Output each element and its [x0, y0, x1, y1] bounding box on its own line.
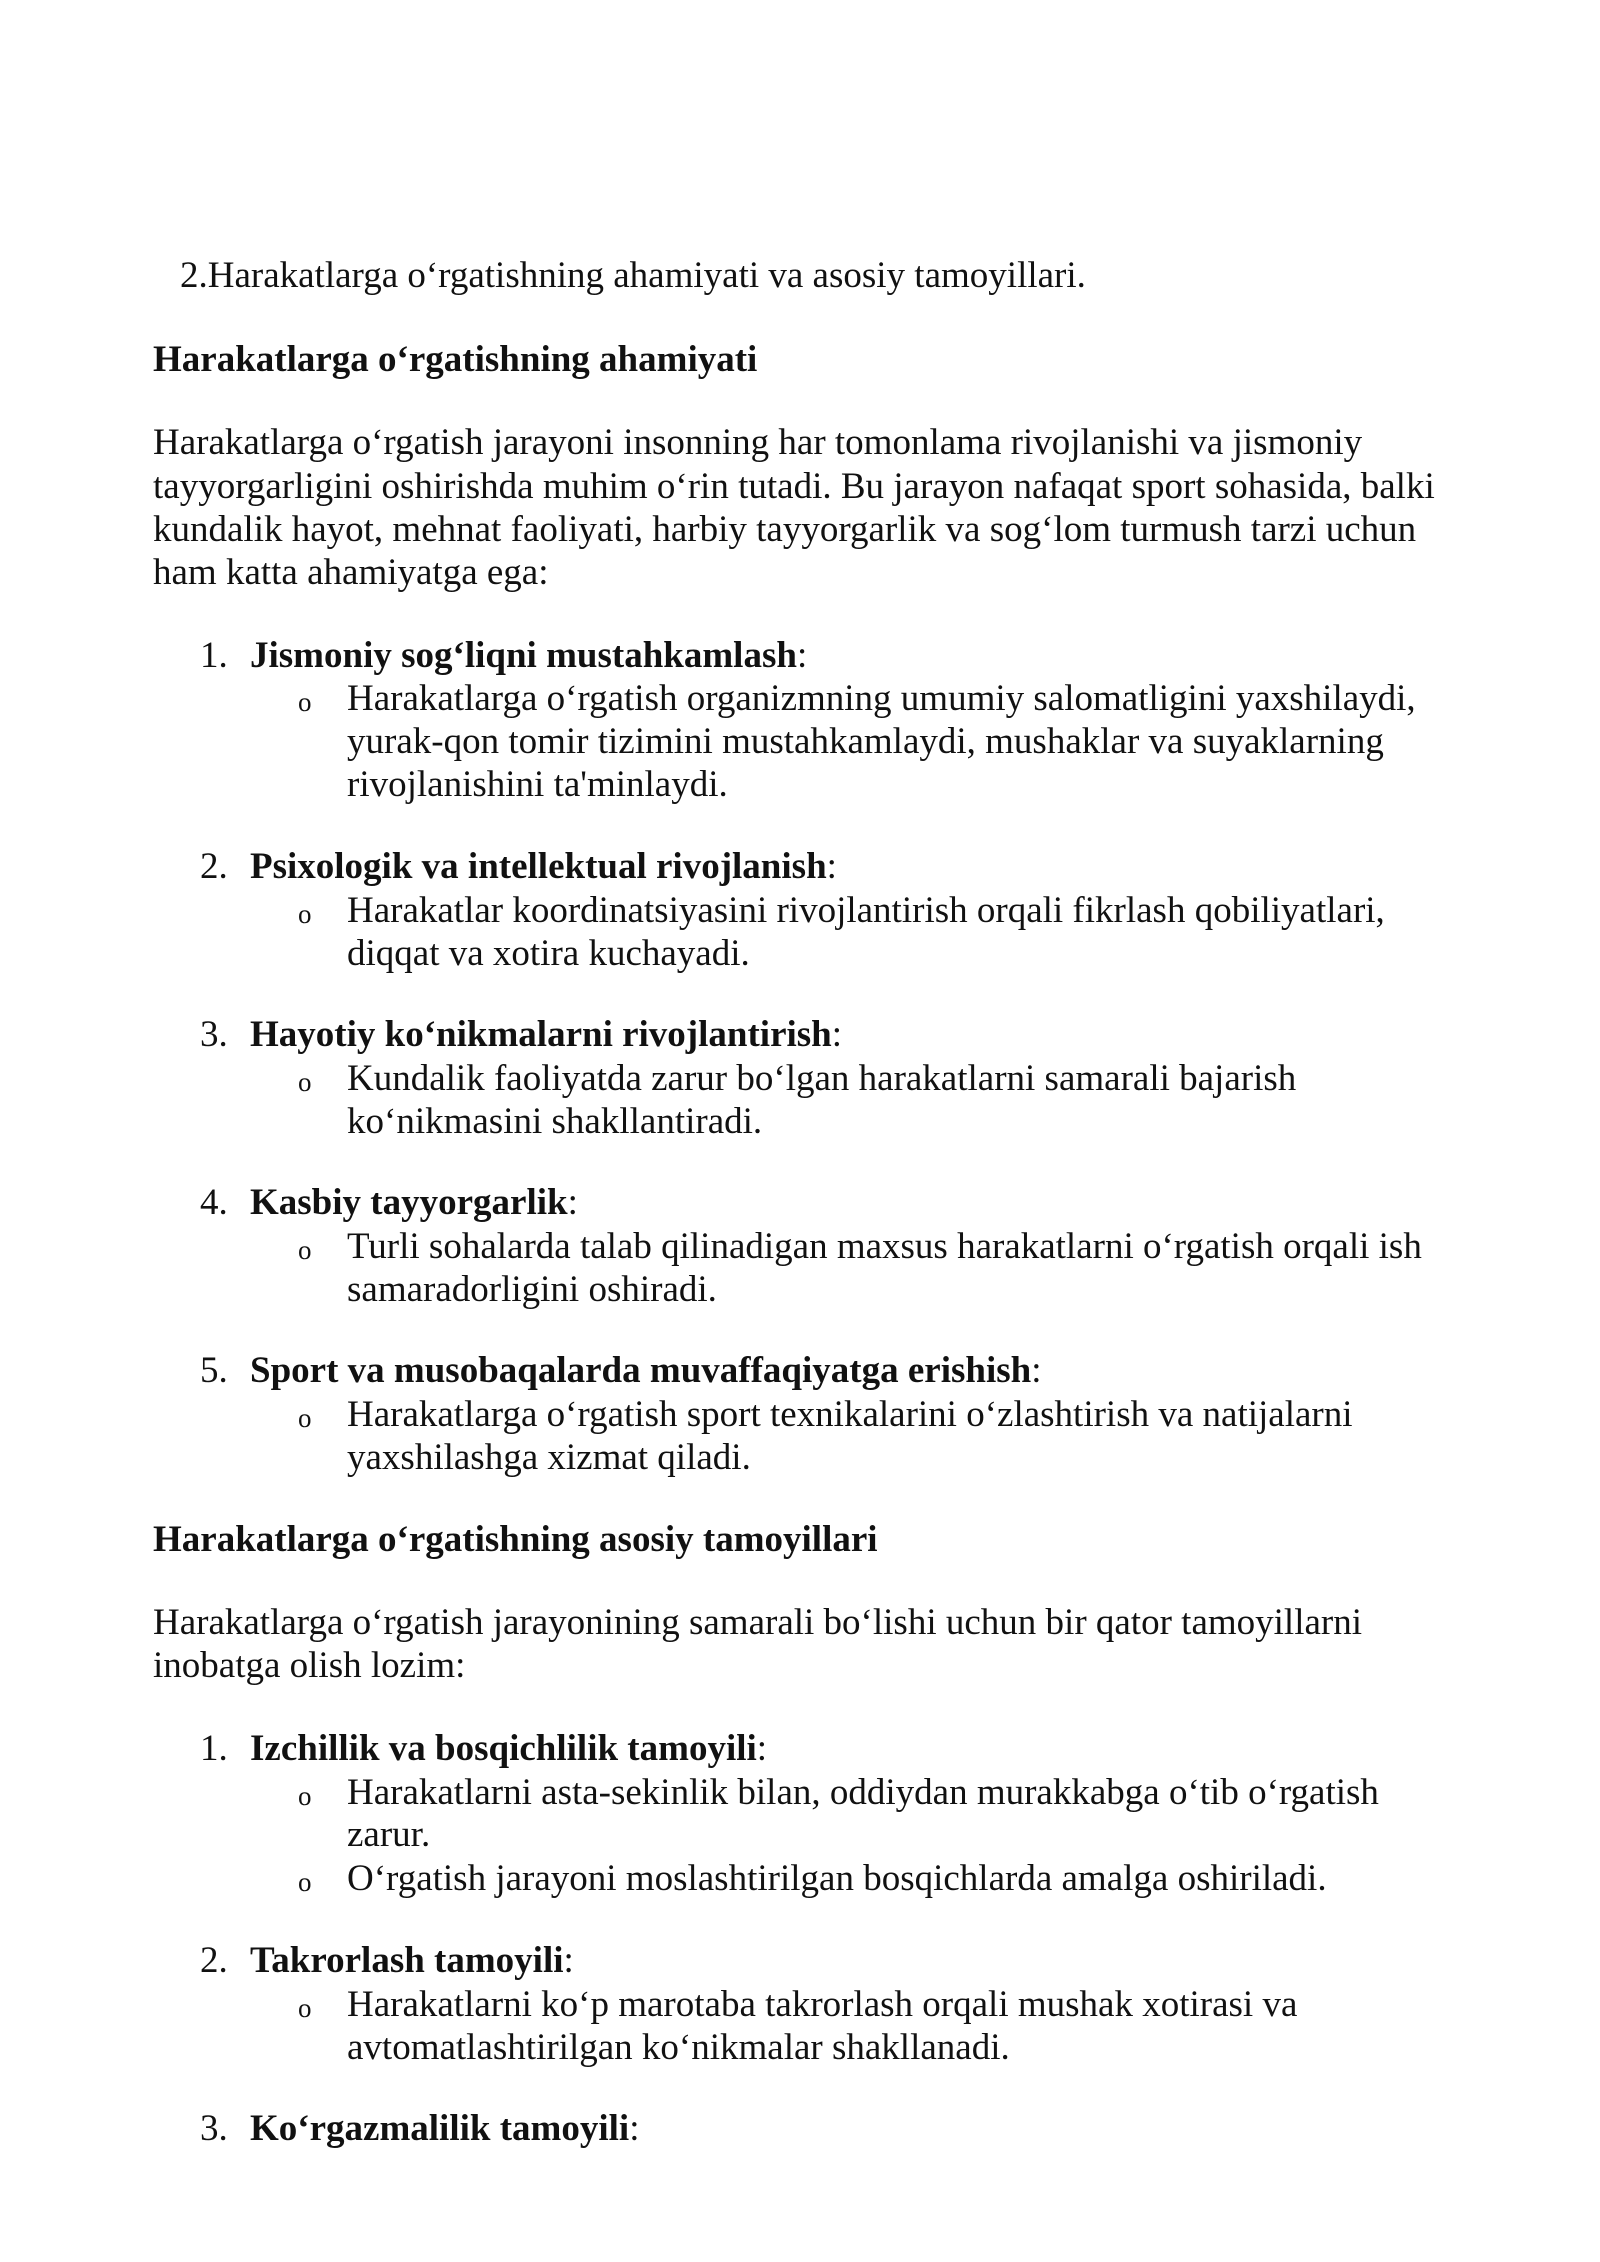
list-item-title: [250, 1349, 1042, 1393]
paragraph-line: inobatga olish lozim:: [153, 1645, 466, 1686]
bullet-text: rivojlanishini ta'minlaydi.: [347, 764, 728, 805]
list-number: 5.: [200, 1350, 228, 1391]
bullet-text: Harakatlarga o‘rgatish organizmning umumiy salomatligini yaxshilaydi,: [347, 678, 1416, 719]
bullet-text: samaradorligini oshiradi.: [347, 1269, 717, 1310]
list-item-title: [250, 634, 807, 678]
bullet-text: Harakatlarni ko‘p marotaba takrorlash orqali mushak xotirasi va: [347, 1984, 1298, 2025]
list-item-colon: :: [629, 2108, 640, 2149]
bullet-marker: o: [298, 1781, 312, 1811]
paragraph-line: tayyorgarligini oshirishda muhim o‘rin tutadi. Bu jarayon nafaqat sport sohasida, balki: [153, 466, 1435, 507]
list-item-colon: :: [831, 1014, 843, 1055]
list-number: 1.: [200, 1728, 228, 1769]
list-item-title-text: Kasbiy tayyorgarlik: [250, 1182, 568, 1223]
bullet-text: O‘rgatish jarayoni moslashtirilgan bosqichlarda amalga oshiriladi.: [347, 1858, 1327, 1899]
bullet-text: avtomatlashtirilgan ko‘nikmalar shakllanadi.: [347, 2027, 1010, 2068]
list-item-colon: :: [1031, 1350, 1042, 1391]
bullet-marker: o: [298, 1993, 312, 2023]
list-item-title-text: Ko‘rgazmalilik tamoyili: [250, 2108, 630, 2149]
list-number: 2.: [200, 846, 228, 887]
list-item-title: [250, 1939, 574, 1983]
bullet-text: ko‘nikmasini shakllantiradi.: [347, 1101, 763, 1142]
bullet-marker: o: [298, 1235, 312, 1265]
list-number: 2.: [200, 1940, 228, 1981]
bullet-text: yaxshilashga xizmat qiladi.: [347, 1437, 751, 1478]
list-number: 4.: [200, 1182, 228, 1223]
list-number: 3.: [200, 2108, 228, 2149]
list-item-colon: :: [567, 1182, 578, 1223]
bullet-marker: o: [298, 899, 312, 929]
bullet-text: Harakatlar koordinatsiyasini rivojlantirish orqali fikrlash qobiliyatlari,: [347, 890, 1385, 931]
list-item-title-text: Jismoniy sog‘liqni mustahkamlash: [250, 635, 797, 676]
section-heading-principles: Harakatlarga o‘rgatishning asosiy tamoyillari: [153, 1519, 878, 1560]
list-item-title: [250, 1727, 767, 1771]
bullet-marker: o: [298, 1867, 312, 1897]
bullet-text: diqqat va xotira kuchayadi.: [347, 933, 750, 974]
bullet-text: yurak-qon tomir tizimini mustahkamlaydi, mushaklar va suyaklarning: [347, 721, 1384, 762]
list-item-title-text: Takrorlash tamoyili: [250, 1940, 564, 1981]
bullet-marker: o: [298, 1067, 312, 1097]
list-item-colon: :: [826, 846, 837, 887]
paragraph-line: ham katta ahamiyatga ega:: [153, 552, 549, 593]
bullet-text: Kundalik faoliyatda zarur bo‘lgan harakatlarni samarali bajarish: [347, 1058, 1297, 1099]
paragraph-line: kundalik hayot, mehnat faoliyati, harbiy tayyorgarlik va sog‘lom turmush tarzi uchun: [153, 509, 1417, 550]
intro-heading: 2.Harakatlarga o‘rgatishning ahamiyati va asosiy tamoyillari.: [180, 255, 1086, 296]
list-item-title: [250, 1013, 842, 1057]
bullet-text: Harakatlarni asta-sekinlik bilan, oddiydan murakkabga o‘tib o‘rgatish: [347, 1772, 1379, 1813]
list-number: 3.: [200, 1014, 228, 1055]
paragraph-line: Harakatlarga o‘rgatish jarayoni insonning har tomonlama rivojlanishi va jismoniy: [153, 422, 1363, 463]
list-number: 1.: [200, 635, 228, 676]
list-item-title: [250, 1181, 578, 1225]
list-item-colon: :: [796, 635, 808, 676]
section-heading-importance: Harakatlarga o‘rgatishning ahamiyati: [153, 339, 758, 380]
bullet-text: zarur.: [347, 1814, 431, 1855]
list-item-colon: :: [563, 1940, 574, 1981]
list-item-title-text: Hayotiy ko‘nikmalarni rivojlantirish: [250, 1014, 832, 1055]
list-item-title: [250, 845, 837, 889]
bullet-marker: o: [298, 687, 312, 717]
paragraph-line: Harakatlarga o‘rgatish jarayonining samarali bo‘lishi uchun bir qator tamoyillarni: [153, 1602, 1363, 1643]
list-item-title: [250, 2107, 639, 2151]
list-item-title-text: Sport va musobaqalarda muvaffaqiyatga erishish: [250, 1350, 1032, 1391]
list-item-title-text: Izchillik va bosqichlilik tamoyili: [250, 1728, 757, 1769]
list-item-colon: :: [756, 1728, 768, 1769]
list-item-title-text: Psixologik va intellektual rivojlanish: [250, 846, 827, 887]
bullet-text: Harakatlarga o‘rgatish sport texnikalarini o‘zlashtirish va natijalarni: [347, 1394, 1353, 1435]
bullet-text: Turli sohalarda talab qilinadigan maxsus harakatlarni o‘rgatish orqali ish: [347, 1226, 1422, 1267]
bullet-marker: o: [298, 1403, 312, 1433]
